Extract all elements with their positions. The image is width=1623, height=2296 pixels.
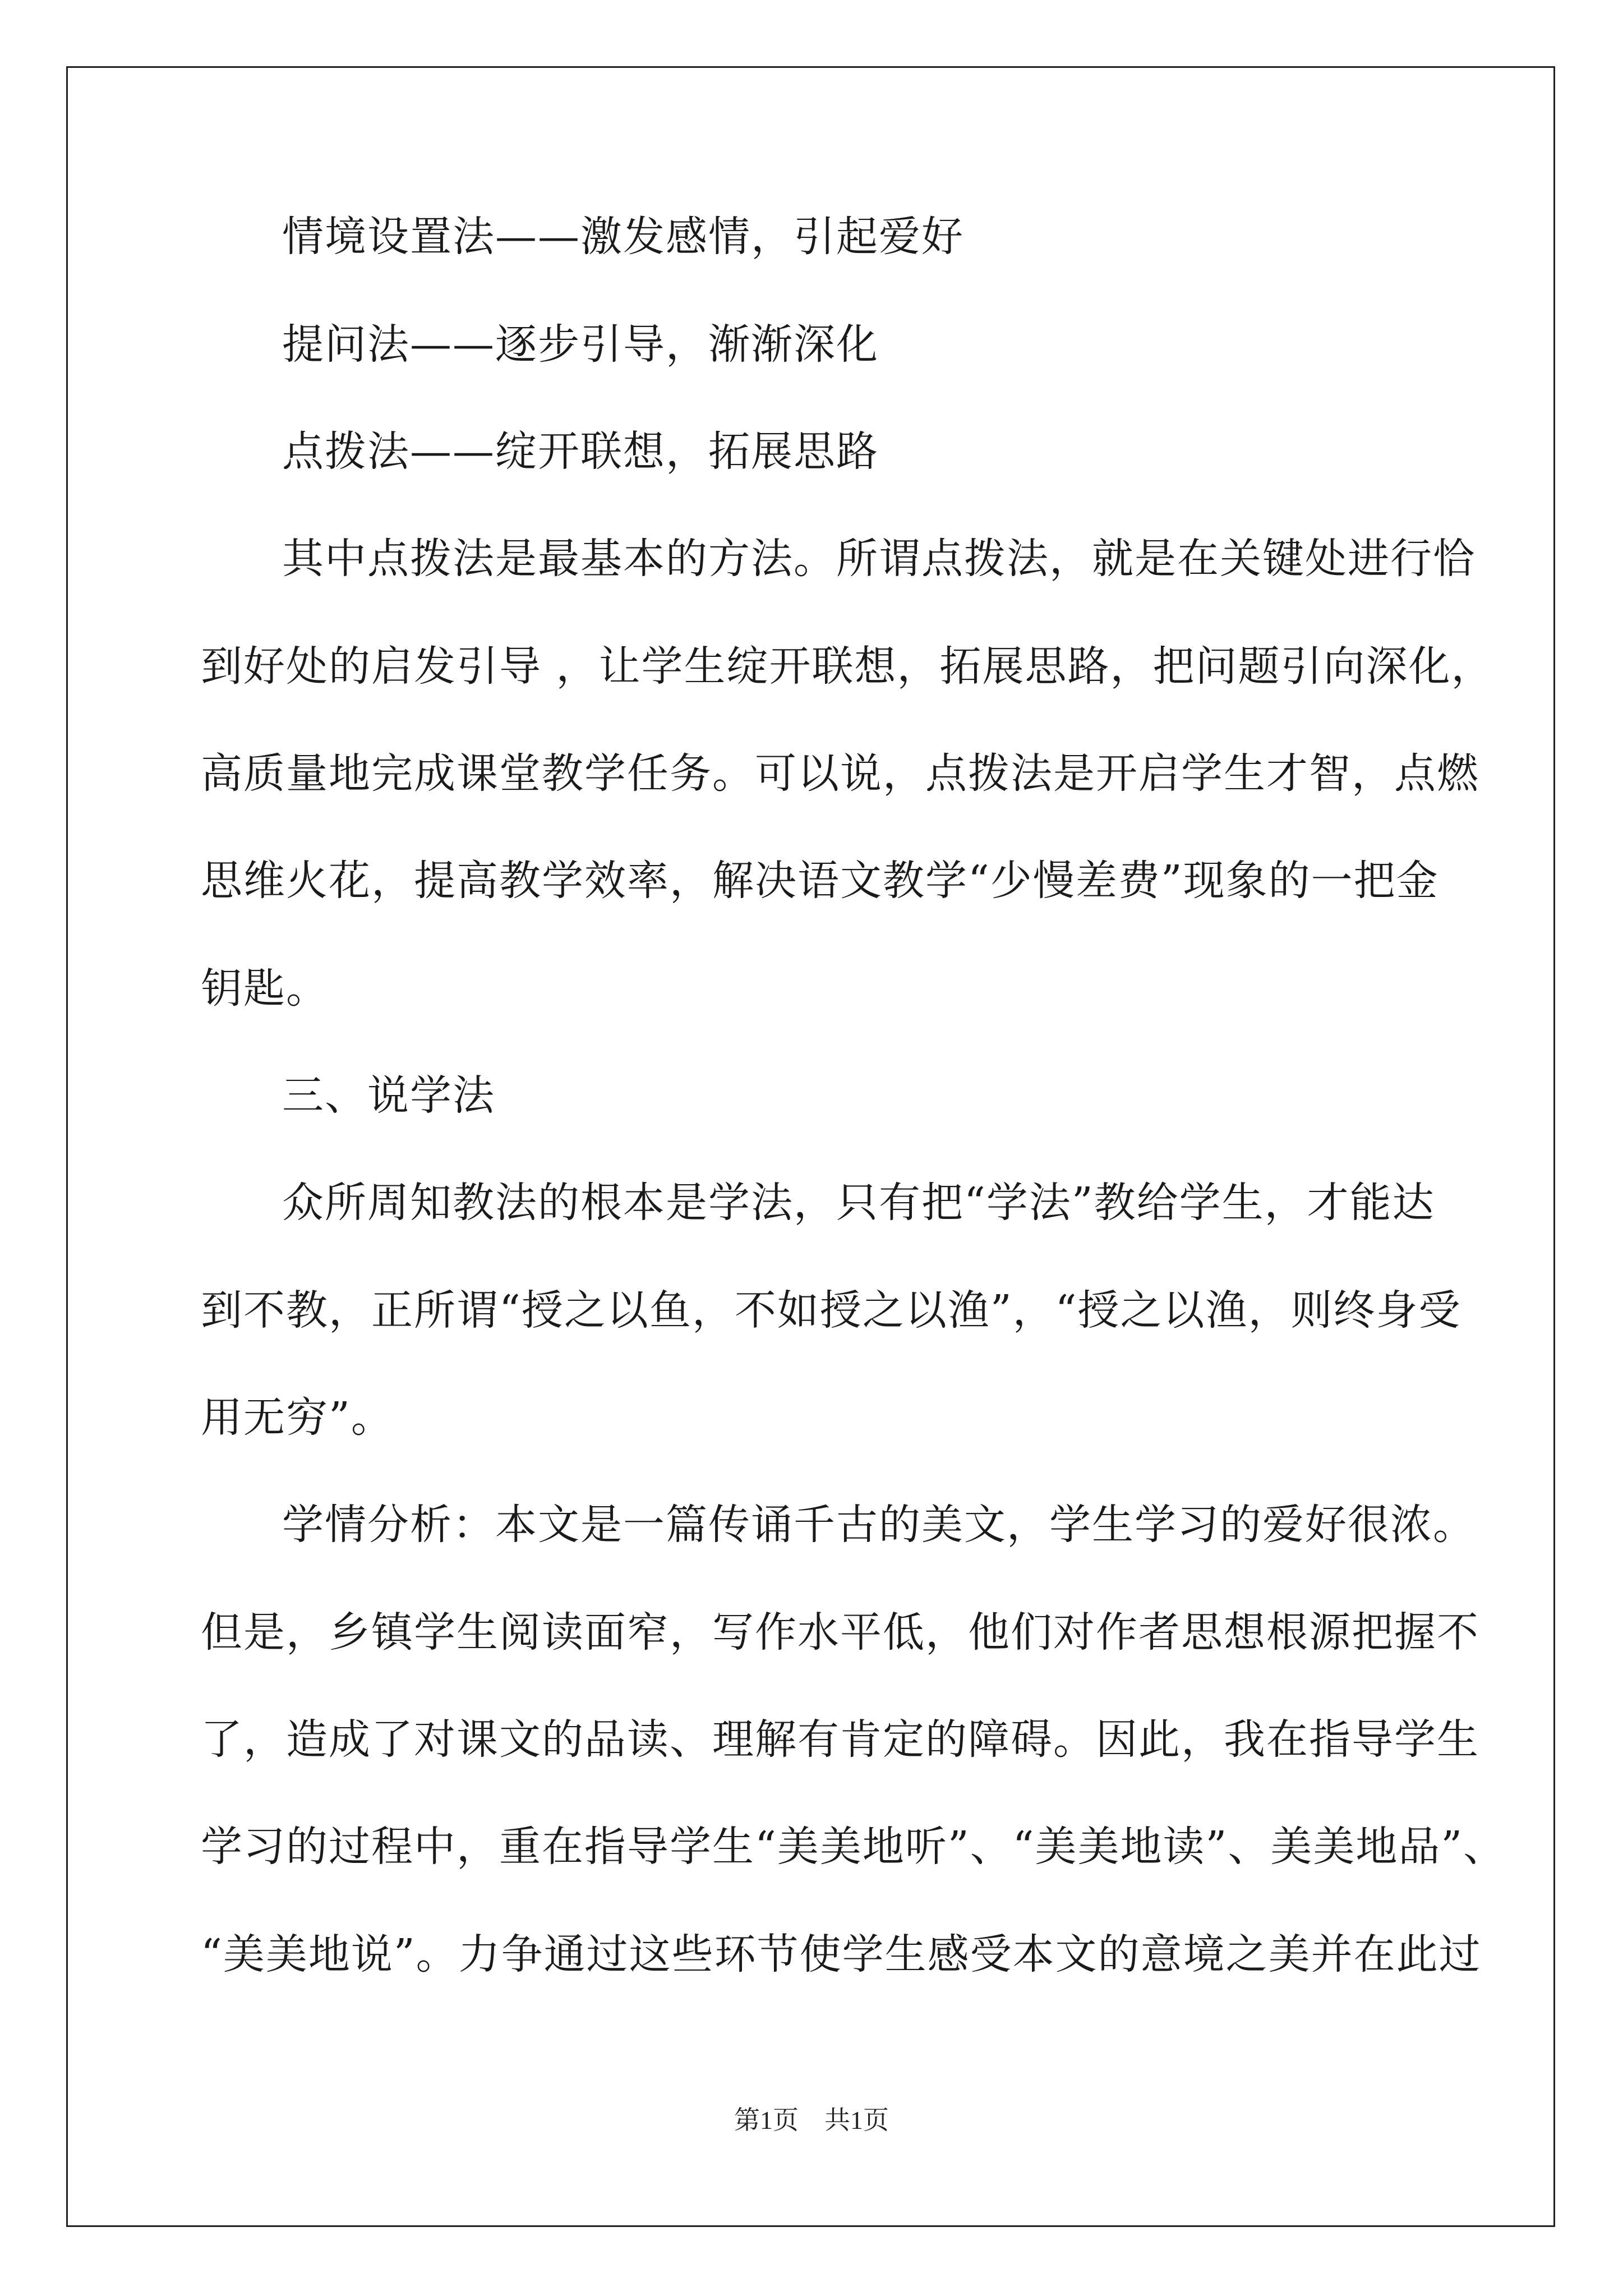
paragraph-line: 到好处的启发引导 ，让学生绽开联想，拓展思路，把问题引向深化， xyxy=(201,642,1494,691)
paragraph-line: 思维火花，提高教学效率，解决语文教学“少慢差费”现象的一把金 xyxy=(201,857,1439,905)
paragraph-line: 用无穷”。 xyxy=(201,1393,394,1442)
paragraph-line: 但是，乡镇学生阅读面窄，写作水平低，他们对作者思想根源把握不 xyxy=(201,1608,1479,1657)
page-frame xyxy=(66,66,1555,2227)
paragraph-line: 点拨法——绽开联想，拓展思路 xyxy=(282,427,879,476)
paragraph-line: 学习的过程中，重在指导学生“美美地听”、“美美地读”、美美地品”、 xyxy=(201,1823,1506,1871)
paragraph-line: 钥匙。 xyxy=(201,964,329,1013)
page-footer: 第1页 共1页 xyxy=(734,2106,889,2134)
paragraph-line: 到不教，正所谓“授之以鱼，不如授之以渔”，“授之以渔，则终身受 xyxy=(201,1286,1461,1335)
section-heading: 三、说学法 xyxy=(282,1071,495,1120)
paragraph-line: 其中点拨法是最基本的方法。所谓点拨法，就是在关键处进行恰 xyxy=(282,535,1476,583)
paragraph-line: 了，造成了对课文的品读、理解有肯定的障碍。因此，我在指导学生 xyxy=(201,1715,1479,1764)
paragraph-line: 学情分析：本文是一篇传诵千古的美文，学生学习的爱好很浓。 xyxy=(282,1501,1476,1549)
paragraph-line: 提问法——逐步引导，渐渐深化 xyxy=(282,320,879,369)
paragraph-line: “美美地说”。力争通过这些环节使学生感受本文的意境之美并在此过 xyxy=(201,1930,1482,1978)
paragraph-line: 高质量地完成课堂教学任务。可以说，点拨法是开启学生才智，点燃 xyxy=(201,749,1479,798)
paragraph-line: 情境设置法——激发感情，引起爱好 xyxy=(282,213,964,261)
paragraph-line: 众所周知教法的根本是学法，只有把“学法”教给学生，才能达 xyxy=(282,1179,1435,1227)
